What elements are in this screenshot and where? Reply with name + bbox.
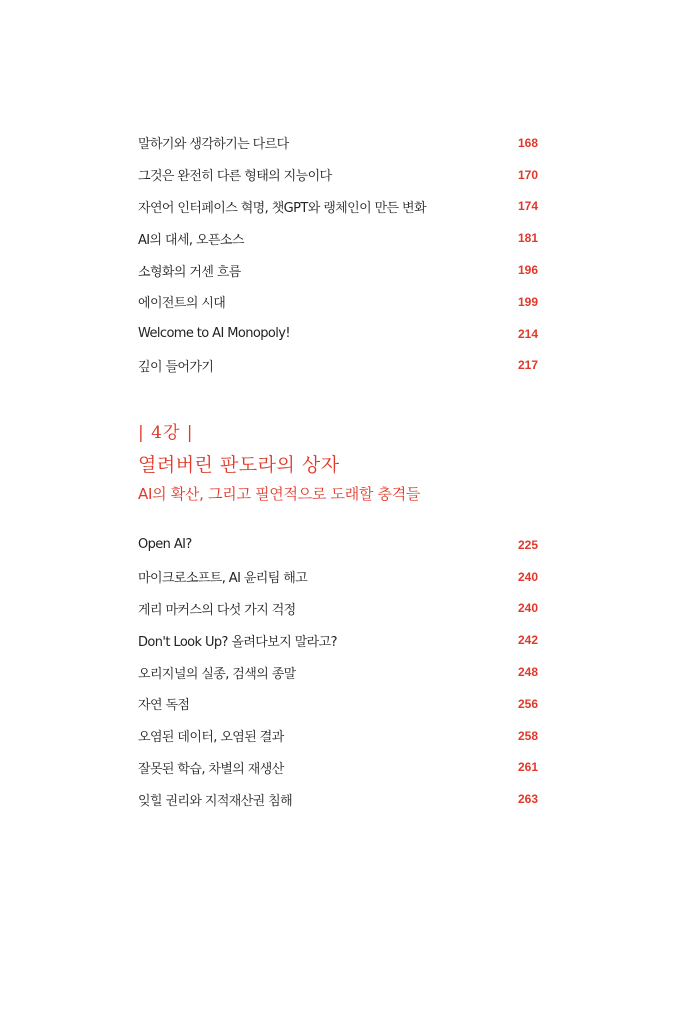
- toc-entry-page: 240: [517, 601, 538, 616]
- toc-entry[interactable]: [138, 783, 538, 815]
- toc-entry[interactable]: [138, 688, 538, 720]
- toc-entry[interactable]: [138, 191, 538, 223]
- toc-entry-title: 오염된 데이터, 오염된 결과: [138, 730, 284, 746]
- toc-entry[interactable]: [138, 127, 538, 159]
- chapter-title: 열려버린 판도라의 상자: [138, 454, 340, 476]
- toc-entry[interactable]: [138, 286, 538, 318]
- toc-entry[interactable]: [138, 529, 538, 561]
- toc-entry-page: 261: [517, 760, 538, 775]
- toc-entry-page: 199: [517, 294, 538, 309]
- toc-entry[interactable]: [138, 624, 538, 656]
- toc-entry[interactable]: [138, 222, 538, 254]
- chapter-label: | 4강 |: [138, 423, 194, 443]
- toc-entry-title: 소형화의 거센 흐름: [138, 264, 241, 280]
- toc-entry[interactable]: [138, 561, 538, 593]
- toc-entry-page: 248: [517, 665, 538, 680]
- toc-entry-page: 174: [517, 199, 538, 214]
- toc-entry-page: 256: [517, 696, 538, 711]
- toc-entry[interactable]: [138, 350, 538, 382]
- toc-entry-title: 말하기와 생각하기는 다르다: [138, 137, 289, 153]
- toc-entry-title: Open AI?: [138, 537, 192, 553]
- toc-entry-page: 170: [517, 167, 538, 182]
- toc-section-bottom: [138, 529, 538, 815]
- toc-entry-title: AI의 대세, 오픈소스: [138, 232, 244, 248]
- chapter-heading: [138, 418, 420, 504]
- toc-entry-title: 잊힐 권리와 지적재산권 침해: [138, 793, 293, 809]
- toc-entry-page: 217: [517, 358, 538, 373]
- toc-entry-page: 214: [517, 326, 538, 341]
- toc-entry-title: 잘못된 학습, 차별의 재생산: [138, 761, 284, 777]
- toc-entry[interactable]: [138, 159, 538, 191]
- toc-entry-page: 196: [517, 263, 538, 278]
- toc-entry-page: 225: [517, 537, 538, 552]
- toc-entry-title: Welcome to AI Monopoly!: [138, 326, 290, 342]
- toc-entry[interactable]: [138, 720, 538, 752]
- toc-entry-title: 오리지널의 실종, 검색의 종말: [138, 666, 296, 682]
- toc-entry-title: 그것은 완전히 다른 형태의 지능이다: [138, 169, 332, 185]
- toc-entry[interactable]: [138, 254, 538, 286]
- toc-section-top: [138, 127, 538, 381]
- toc-entry-title: 에이전트의 시대: [138, 296, 226, 312]
- toc-entry-page: 168: [517, 135, 538, 150]
- toc-entry[interactable]: [138, 752, 538, 784]
- toc-entry-title: 자연어 인터페이스 혁명, 챗GPT와 랭체인이 만든 변화: [138, 200, 426, 216]
- toc-entry-title: Don't Look Up? 올려다보지 말라고?: [138, 634, 337, 650]
- toc-entry-title: 마이크로소프트, AI 윤리팀 해고: [138, 571, 308, 587]
- toc-entry-title: 깊이 들어가기: [138, 359, 214, 375]
- toc-entry-title: 게리 마커스의 다섯 가지 걱정: [138, 602, 296, 618]
- toc-entry-page: 240: [517, 569, 538, 584]
- toc-entry-page: 263: [517, 792, 538, 807]
- toc-entry-page: 242: [517, 633, 538, 648]
- toc-entry-page: 258: [517, 728, 538, 743]
- toc-entry[interactable]: [138, 593, 538, 625]
- toc-entry[interactable]: [138, 318, 538, 350]
- toc-entry[interactable]: [138, 656, 538, 688]
- toc-entry-title: 자연 독점: [138, 698, 190, 714]
- toc-entry-page: 181: [517, 231, 538, 246]
- chapter-subtitle: AI의 확산, 그리고 필연적으로 도래할 충격들: [138, 485, 421, 503]
